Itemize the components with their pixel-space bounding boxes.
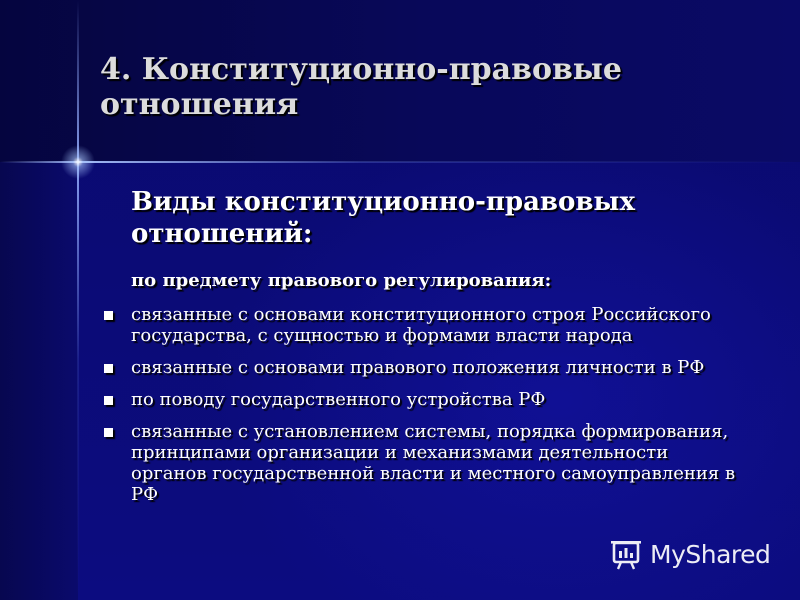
list-item-text: по поводу государственного устройства РФ <box>131 389 546 410</box>
horizontal-light-line <box>0 161 800 163</box>
classification-criterion: по предмету правового регулирования: <box>131 270 552 291</box>
bullet-list <box>104 304 744 516</box>
watermark-text: MyShared <box>650 539 771 569</box>
list-item-text: связанные с установлением системы, порядка формирования, принципами организации и механизмами деятельности органов государственной власти и местного самоуправления в РФ <box>131 421 736 505</box>
square-bullet-icon <box>104 396 113 405</box>
vertical-light-line <box>77 0 79 600</box>
square-bullet-icon <box>104 428 113 437</box>
myshared-watermark <box>608 536 770 572</box>
list-item <box>104 357 744 378</box>
list-item-text: связанные с основами правового положения личности в РФ <box>131 357 705 378</box>
list-item <box>104 421 744 505</box>
list-item <box>104 389 744 410</box>
lens-flare-icon <box>58 142 98 182</box>
square-bullet-icon <box>104 311 113 320</box>
slide-title: 4. Конституционно-правовые отношения <box>100 52 622 122</box>
left-accent-band <box>0 162 78 600</box>
list-item <box>104 304 744 346</box>
square-bullet-icon <box>104 364 113 373</box>
list-item-text: связанные с основами конституционного строя Российского государства, с сущностью и формами власти народа <box>131 304 711 346</box>
mysharedlogo-icon <box>608 536 644 572</box>
slide-subtitle: Виды конституционно-правовых отношений: <box>131 187 635 249</box>
